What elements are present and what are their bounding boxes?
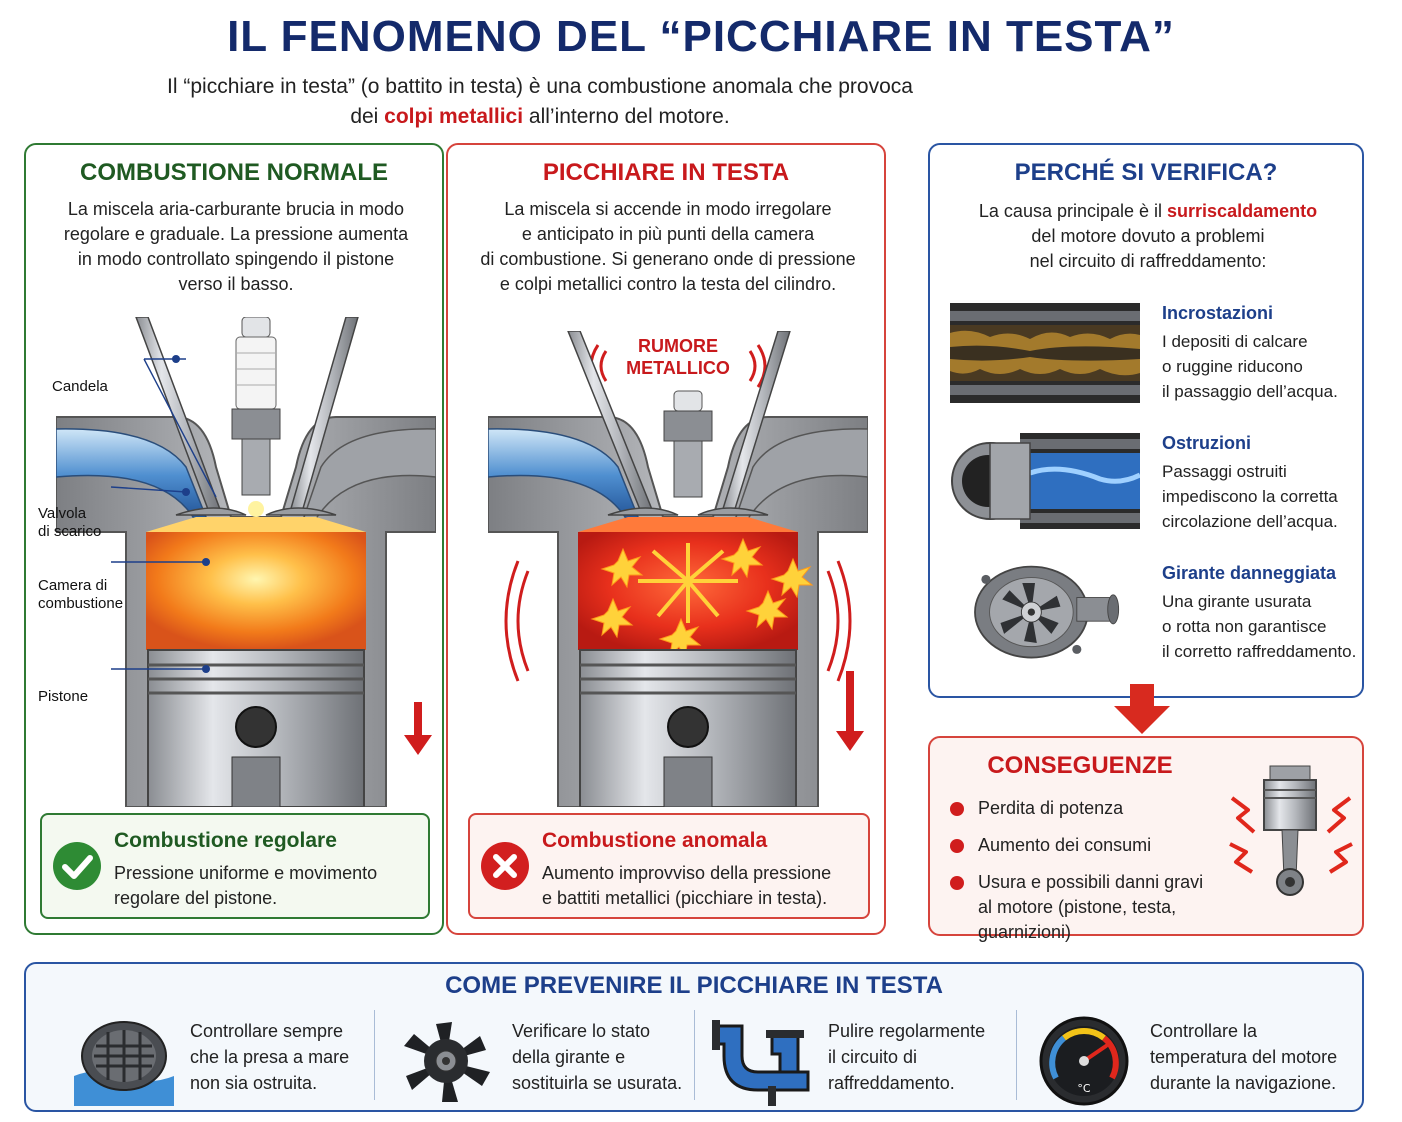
cause-desc-line: circolazione dell’acqua. [1162, 512, 1338, 531]
prevention-text [1150, 1018, 1350, 1096]
separator [694, 1010, 695, 1100]
label-valvola [38, 505, 101, 541]
normal-desc-line: La miscela aria-carburante brucia in modo [67, 199, 405, 219]
consequence-item [948, 870, 1268, 945]
damaged-piston-icon [1226, 758, 1356, 898]
consequences-list [948, 796, 1268, 957]
separator [1016, 1010, 1017, 1100]
cause-desc [1162, 459, 1362, 534]
why-desc-highlight: surriscaldamento [1167, 201, 1318, 221]
intro-line-2-pre: dei [350, 105, 385, 128]
check-icon [52, 841, 102, 891]
page-title: IL FENOMENO DEL “PICCHIARE IN TESTA” [227, 12, 1175, 61]
cause-desc-line: Passaggi ostruiti [1162, 462, 1287, 481]
panel-prevention [24, 962, 1364, 1112]
consequences-heading: CONSEGUENZE [987, 752, 1173, 779]
label-candela: Candela [52, 378, 108, 395]
prevention-line: Verificare lo stato [512, 1021, 651, 1041]
intro-line-2-post: all’interno del motore. [523, 105, 730, 128]
knock-engine-diagram [488, 331, 868, 807]
consequence-item [948, 833, 1268, 858]
intro-highlight: colpi metallici [384, 105, 524, 128]
prevention-line: della girante e [512, 1047, 626, 1067]
cause-ostruzioni [950, 433, 1350, 543]
knock-desc-line: e colpi metallici contro la testa del cilindro. [499, 274, 837, 294]
water-pump-icon [950, 563, 1140, 663]
panel-knocking [446, 143, 886, 935]
cause-desc-line: il passaggio dell’acqua. [1162, 382, 1338, 401]
why-desc-pre: La causa principale è il [978, 201, 1168, 221]
prevention-text [828, 1018, 1028, 1096]
noise-line: RUMORE [638, 336, 718, 356]
cause-title: Ostruzioni [1162, 433, 1251, 453]
cause-desc [1162, 589, 1362, 664]
impeller-icon [396, 1016, 496, 1106]
gauge-unit: °C [1077, 1082, 1091, 1095]
why-desc-line: nel circuito di raffreddamento: [1029, 251, 1267, 271]
why-heading: PERCHÉ SI VERIFICA? [1014, 159, 1278, 186]
normal-description [36, 197, 436, 297]
consequence-text: al motore (pistone, testa, guarnizioni) [978, 897, 1177, 942]
normal-engine-diagram [56, 317, 436, 807]
blocked-pipe-icon [950, 433, 1140, 533]
panel-consequences [928, 736, 1364, 942]
normal-heading: COMBUSTIONE NORMALE [80, 159, 388, 186]
noise-line: METALLICO [626, 358, 730, 378]
prevention-text [190, 1018, 390, 1096]
normal-desc-line: regolare e graduale. La pressione aumenta [63, 224, 409, 244]
why-description [940, 199, 1356, 274]
consequence-text: Usura e possibili danni gravi [978, 872, 1204, 892]
result-anomalous-desc [542, 861, 862, 911]
panel-why [928, 143, 1364, 698]
prevention-line: Controllare la [1150, 1021, 1258, 1041]
why-desc-line: del motore dovuto a problemi [1031, 226, 1265, 246]
cause-desc [1162, 329, 1362, 404]
prevention-line: sostituirla se usurata. [512, 1073, 683, 1093]
cause-desc-line: impediscono la corretta [1162, 487, 1338, 506]
pipe-icon [712, 1016, 812, 1106]
bullet-icon [950, 839, 964, 853]
label-pistone: Pistone [38, 688, 89, 705]
bullet-icon [950, 876, 964, 890]
prevention-line: Pulire regolarmente [828, 1021, 986, 1041]
error-icon [480, 841, 530, 891]
cause-desc-line: il corretto raffreddamento. [1162, 642, 1357, 661]
label-valvola-line: di scarico [38, 523, 102, 540]
knock-desc-line: di combustione. Si generano onde di pressione [480, 249, 856, 269]
label-camera-line: Camera di [38, 577, 108, 594]
bullet-icon [950, 802, 964, 816]
sea-intake-strainer-icon [74, 1016, 174, 1106]
knock-desc-line: La miscela si accende in modo irregolare [504, 199, 832, 219]
result-anomalous-title: Combustione anomala [542, 829, 768, 852]
consequence-text: Perdita di potenza [978, 798, 1124, 818]
label-valvola-line: Valvola [38, 505, 87, 522]
scaled-pipe-icon [950, 303, 1140, 403]
result-regular-title: Combustione regolare [114, 829, 337, 852]
normal-desc-line: verso il basso. [178, 274, 294, 294]
intro-line-1: Il “picchiare in testa” (o battito in testa) è una combustione anomala che provoca [167, 75, 913, 98]
label-camera-line: combustione [38, 595, 124, 612]
intro-line-2 [100, 102, 980, 132]
cause-desc-line: o ruggine riducono [1162, 357, 1303, 376]
prevention-line: raffreddamento. [828, 1073, 955, 1093]
cause-girante [950, 563, 1357, 673]
knock-description [458, 197, 878, 297]
consequence-item [948, 796, 1268, 821]
result-desc-line: e battiti metallici (picchiare in testa). [542, 888, 828, 908]
result-desc-line: Pressione uniforme e movimento [114, 863, 378, 883]
temperature-gauge-icon [1034, 1016, 1134, 1106]
prevention-text [512, 1018, 712, 1096]
intro-text [100, 72, 980, 132]
prevention-line: che la presa a mare [190, 1047, 350, 1067]
prevention-line: non sia ostruita. [190, 1073, 318, 1093]
result-regular-box [40, 813, 430, 919]
cause-incrostazioni [950, 303, 1350, 413]
why-desc-line-1 [940, 199, 1356, 224]
arrow-down-icon [1112, 684, 1172, 736]
cause-desc-line: I depositi di calcare [1162, 332, 1308, 351]
cause-desc-line: o rotta non garantisce [1162, 617, 1327, 636]
separator [374, 1010, 375, 1100]
cause-title: Incrostazioni [1162, 303, 1274, 323]
knock-desc-line: e anticipato in più punti della camera [521, 224, 815, 244]
cause-title: Girante danneggiata [1162, 563, 1337, 583]
cause-desc-line: Una girante usurata [1162, 592, 1312, 611]
knock-heading: PICCHIARE IN TESTA [542, 159, 790, 186]
result-regular-desc [114, 861, 434, 911]
prevention-line: il circuito di [828, 1047, 918, 1067]
normal-desc-line: in modo controllato spingendo il pistone [77, 249, 395, 269]
prevention-line: Controllare sempre [190, 1021, 344, 1041]
prevention-line: durante la navigazione. [1150, 1073, 1337, 1093]
prevention-heading: COME PREVENIRE IL PICCHIARE IN TESTA [445, 972, 943, 999]
consequence-text: Aumento dei consumi [978, 835, 1152, 855]
prevention-line: temperatura del motore [1150, 1047, 1338, 1067]
result-desc-line: regolare del pistone. [114, 888, 278, 908]
panel-normal-combustion [24, 143, 444, 935]
label-camera [38, 577, 123, 613]
result-anomalous-box [468, 813, 870, 919]
result-desc-line: Aumento improvviso della pressione [542, 863, 832, 883]
